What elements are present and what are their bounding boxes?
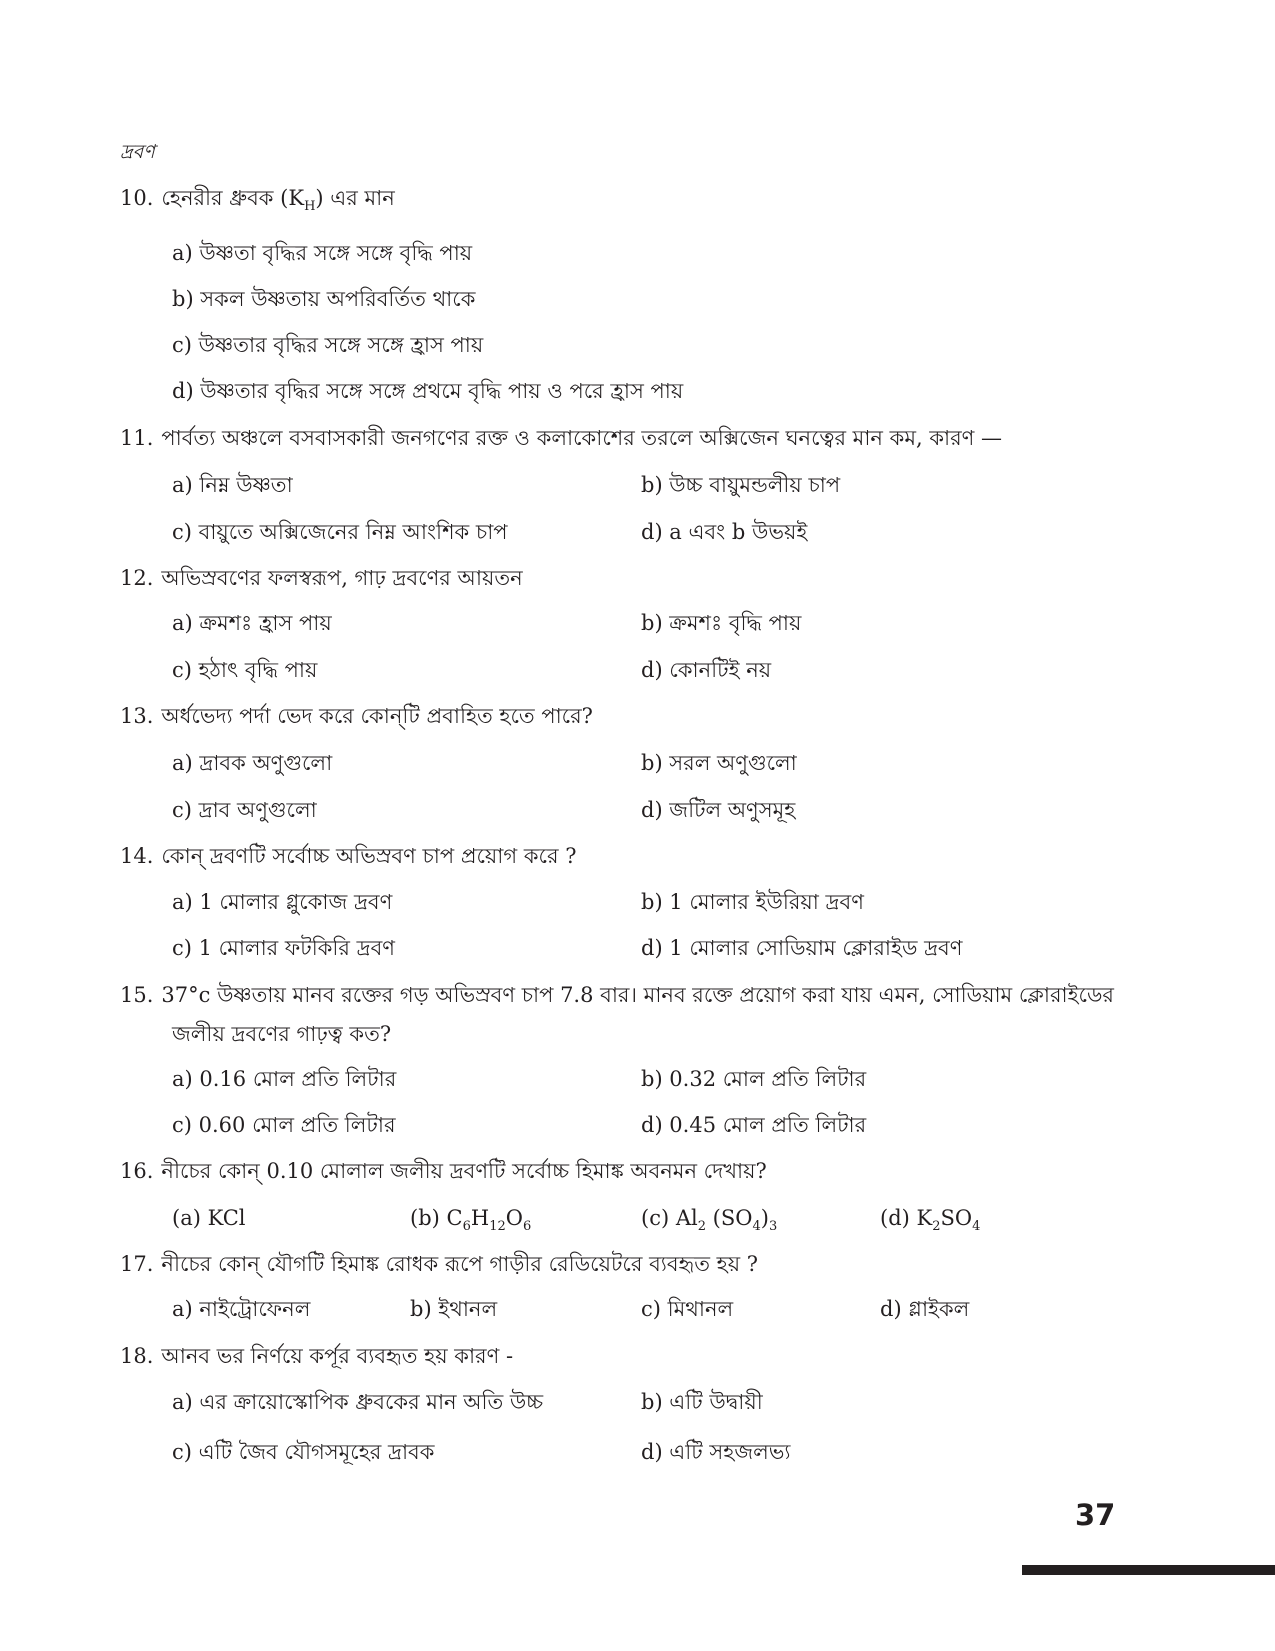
question-number: 18. (120, 1344, 154, 1368)
question-number: 16. (120, 1159, 154, 1183)
question-text: আনব ভর নির্ণয়ে কর্পূর ব্যবহৃত হয় কারণ - (161, 1344, 514, 1368)
option-c: c) দ্রাব অণুগুলো (172, 798, 317, 822)
question-number: 10. (120, 186, 154, 210)
formula-part: H (470, 1206, 490, 1230)
formula-part: SO (940, 1206, 973, 1230)
formula-part: (b) C (410, 1206, 463, 1230)
option-d: d) 0.45 মোল প্রতি লিটার (641, 1113, 867, 1137)
option-c (641, 1203, 777, 1233)
subscript: 12 (489, 1219, 506, 1234)
subscript: H (304, 199, 316, 214)
option-a: a) নিম্ন উষ্ণতা (172, 473, 293, 497)
option-a: a) নাইট্রোফেনল (172, 1297, 311, 1321)
question-10-stem (120, 180, 395, 216)
footer-rule (1022, 1565, 1275, 1575)
question-text: নীচের কোন্ যৌগটি হিমাঙ্ক রোধক রূপে গাড়ীর রেডিয়েটরে ব্যবহৃত হয় ? (161, 1252, 759, 1276)
question-text: হেনরীর ধ্রুবক (K (161, 186, 305, 210)
question-text: অর্ধভেদ্য পর্দা ভেদ করে কোন্‌টি প্রবাহিত হতে পারে? (161, 704, 593, 728)
question-text-rest: ) এর মান (315, 186, 395, 210)
question-13-stem (120, 698, 593, 734)
option-c: c) উষ্ণতার বৃদ্ধির সঙ্গে সঙ্গে হ্রাস পায় (172, 333, 484, 357)
question-number: 14. (120, 844, 154, 868)
option-b: b) ক্রমশঃ বৃদ্ধি পায় (641, 611, 802, 635)
option-d: d) গ্লাইকল (880, 1297, 970, 1321)
option-d: d) a এবং b উভয়ই (641, 520, 808, 544)
subscript: 2 (697, 1219, 706, 1234)
question-16-stem (120, 1153, 767, 1189)
option-d: d) জটিল অণুসমূহ (641, 798, 796, 822)
option-b: b) উচ্চ বায়ুমন্ডলীয় চাপ (641, 473, 841, 497)
formula-part: (SO (706, 1206, 753, 1230)
question-18-stem (120, 1338, 513, 1374)
question-number: 15. (120, 983, 154, 1007)
question-15-stem-line2: জলীয় দ্রবণের গাঢ়ত্ব কত? (172, 1022, 392, 1046)
formula-part: (c) Al (641, 1206, 698, 1230)
option-c: c) বায়ুতে অক্সিজেনের নিম্ন আংশিক চাপ (172, 520, 508, 544)
option-a: a) দ্রাবক অণুগুলো (172, 751, 333, 775)
option-c: c) মিথানল (641, 1297, 734, 1321)
subscript: 6 (522, 1219, 532, 1234)
option-a: a) এর ক্রায়োস্কোপিক ধ্রুবকের মান অতি উচ্চ (172, 1390, 544, 1414)
option-b: b) 0.32 মোল প্রতি লিটার (641, 1067, 867, 1091)
question-number: 17. (120, 1252, 154, 1276)
subscript: 6 (462, 1219, 471, 1234)
option-b: b) এটি উদ্বায়ী (641, 1390, 763, 1414)
option-a: a) ক্রমশঃ হ্রাস পায় (172, 611, 332, 635)
question-text: কোন্ দ্রবণটি সর্বোচ্চ অভিস্রবণ চাপ প্রয়োগ করে ? (161, 844, 577, 868)
subscript: 3 (768, 1219, 778, 1234)
subscript: 4 (752, 1219, 761, 1234)
option-b: b) সকল উষ্ণতায় অপরিবর্তিত থাকে (172, 287, 476, 311)
option-c: c) হঠাৎ বৃদ্ধি পায় (172, 658, 318, 682)
option-d: d) এটি সহজলভ্য (641, 1440, 791, 1464)
option-d: d) কোনটিই নয় (641, 658, 772, 682)
question-11-stem (120, 420, 1002, 456)
option-b: b) ইথানল (410, 1297, 498, 1321)
question-text: পার্বত্য অঞ্চলে বসবাসকারী জনগণের রক্ত ও কলাকোশের তরলে অক্সিজেন ঘনত্বের মান কম, কারণ — (161, 426, 1003, 450)
running-header: দ্রবণ (120, 141, 155, 163)
option-b: b) সরল অণুগুলো (641, 751, 797, 775)
option-c: c) 0.60 মোল প্রতি লিটার (172, 1113, 396, 1137)
option-b (410, 1203, 531, 1233)
formula-part: ) (760, 1206, 769, 1230)
option-d (880, 1203, 980, 1233)
question-12-stem (120, 560, 523, 596)
option-a: a) 0.16 মোল প্রতি লিটার (172, 1067, 397, 1091)
question-number: 12. (120, 566, 154, 590)
question-15-stem (120, 977, 1114, 1013)
question-text: নীচের কোন্ 0.10 মোলাল জলীয় দ্রবণটি সর্বোচ্চ হিমাঙ্ক অবনমন দেখায়? (161, 1159, 767, 1183)
question-text: 37°c উষ্ণতায় মানব রক্তের গড় অভিস্রবণ চাপ 7.8 বার। মানব রক্তে প্রয়োগ করা যায় এমন, সোডিয়াম ক্লোরাইডের (161, 983, 1114, 1007)
option-a: a) 1 মোলার গ্লুকোজ দ্রবণ (172, 890, 393, 914)
page-number: 37 (1075, 1498, 1116, 1532)
question-14-stem (120, 838, 576, 874)
question-number: 11. (120, 426, 154, 450)
option-a: a) উষ্ণতা বৃদ্ধির সঙ্গে সঙ্গে বৃদ্ধি পায় (172, 241, 473, 265)
question-17-stem (120, 1246, 758, 1282)
formula-part: (d) K (880, 1206, 933, 1230)
option-c: c) 1 মোলার ফটকিরি দ্রবণ (172, 936, 395, 960)
option-d: d) উষ্ণতার বৃদ্ধির সঙ্গে সঙ্গে প্রথমে বৃদ্ধি পায় ও পরে হ্রাস পায় (172, 379, 684, 403)
subscript: 4 (972, 1219, 981, 1234)
subscript: 2 (932, 1219, 941, 1234)
formula-part: O (505, 1206, 523, 1230)
question-number: 13. (120, 704, 154, 728)
option-a: (a) KCl (172, 1206, 246, 1230)
question-text: অভিস্রবণের ফলস্বরূপ, গাঢ় দ্রবণের আয়তন (161, 566, 523, 590)
option-d: d) 1 মোলার সোডিয়াম ক্লোরাইড দ্রবণ (641, 936, 963, 960)
option-c: c) এটি জৈব যৌগসমূহের দ্রাবক (172, 1440, 435, 1464)
option-b: b) 1 মোলার ইউরিয়া দ্রবণ (641, 890, 864, 914)
